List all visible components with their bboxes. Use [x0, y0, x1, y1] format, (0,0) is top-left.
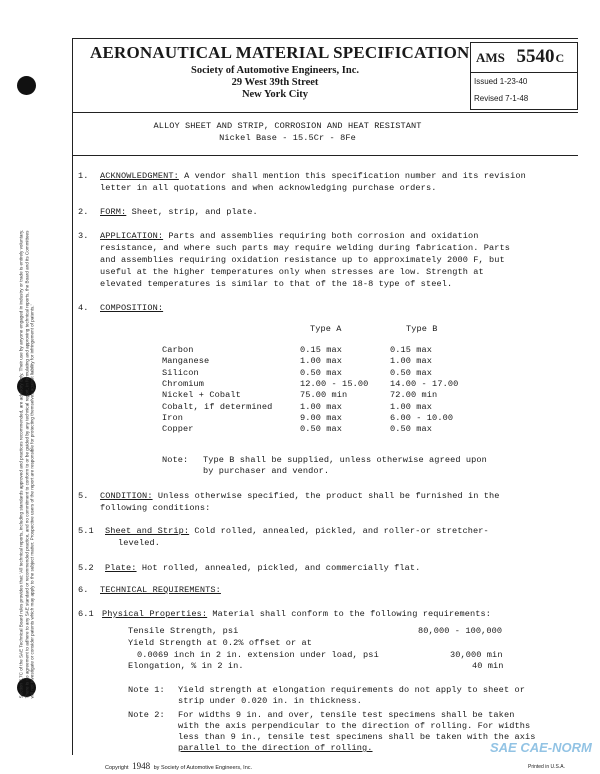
composition-note-label: Note: — [162, 455, 189, 465]
frame-left-line — [72, 38, 73, 755]
footer-year: 1948 — [132, 761, 151, 771]
ams-box-divider — [470, 72, 578, 73]
issued-date: Issued 1-23-40 — [474, 77, 528, 86]
yield-label-1: Yield Strength at 0.2% offset or at — [128, 638, 312, 648]
composition-type-a-value: 75.00 min — [300, 390, 348, 400]
frame-top-line — [72, 38, 578, 39]
footer-copyright — [105, 761, 252, 771]
binder-hole-top — [17, 76, 36, 95]
composition-type-a-value: 1.00 max — [300, 402, 343, 412]
composition-type-b-value: 14.00 - 17.00 — [390, 379, 459, 389]
composition-col-b-header: Type B — [406, 324, 438, 334]
footer-printed: Printed in U.S.A. — [528, 764, 565, 770]
subject-line-2: Nickel Base - 15.5Cr - 8Fe — [219, 133, 356, 143]
composition-element: Copper — [162, 424, 194, 434]
property-note-1-text-1: Yield strength at elongation requirements do not apply to sheet or — [178, 685, 525, 695]
org-name: Society of Automotive Engineers, Inc. — [191, 65, 359, 76]
composition-type-b-value: 0.50 max — [390, 368, 433, 378]
composition-type-a-value: 1.00 max — [300, 356, 343, 366]
section-5-body — [100, 491, 500, 501]
revised-date: Revised 7-1-48 — [474, 94, 529, 103]
section-5-2-number: 5.2 — [78, 563, 94, 573]
composition-type-b-value: 1.00 max — [390, 402, 433, 412]
subject-divider — [72, 155, 578, 156]
section-2-text: Sheet, strip, and plate. — [131, 207, 258, 217]
section-3-text-4: useful at the higher temperatures only when stresses are low. Strength at — [100, 267, 484, 277]
section-1-number: 1. — [78, 171, 89, 181]
ams-prefix: AMS — [476, 50, 505, 65]
elongation-label: Elongation, % in 2 in. — [128, 661, 244, 671]
ams-revision: C — [555, 51, 565, 65]
section-2-number: 2. — [78, 207, 89, 217]
section-3-text-3: and assemblies requiring oxidation resistance up to approximately 2000 F, but — [100, 255, 505, 265]
composition-type-b-value: 6.00 - 10.00 — [390, 413, 454, 423]
property-note-2-text-2: with the axis perpendicular to the direction of rolling. For widths — [178, 721, 531, 731]
tensile-label: Tensile Strength, psi — [128, 626, 239, 636]
section-5-1-text-1: Cold rolled, annealed, pickled, and roller-or stretcher- — [194, 526, 489, 536]
section-3-text-2: resistance, and where such parts may require welding during fabrication. Parts — [100, 243, 511, 253]
composition-note-text-1: Type B shall be supplied, unless otherwise agreed upon — [203, 455, 487, 465]
property-note-2-label: Note 2: — [128, 710, 165, 720]
section-5-2-heading: Plate: — [105, 563, 137, 573]
composition-type-b-value: 1.00 max — [390, 356, 433, 366]
section-2-body — [100, 207, 258, 217]
property-note-2-text-1: For widths 9 in. and over, tensile test specimens shall be taken — [178, 710, 515, 720]
subject-line-1: ALLOY SHEET AND STRIP, CORROSION AND HEAT RESISTANT — [153, 121, 422, 131]
composition-type-a-value: 0.50 max — [300, 424, 343, 434]
section-5-1-body — [105, 526, 489, 536]
section-1-text-1: A vendor shall mention this specification number and its revision — [184, 171, 526, 181]
section-4-heading: COMPOSITION: — [100, 303, 164, 313]
section-5-1-number: 5.1 — [78, 526, 94, 536]
section-5-text-1: Unless otherwise specified, the product shall be furnished in the — [157, 491, 500, 501]
composition-type-b-value: 72.00 min — [390, 390, 438, 400]
composition-element: Manganese — [162, 356, 210, 366]
section-3-heading: APPLICATION: — [100, 231, 164, 241]
property-note-2-text-4: parallel to the direction of rolling. — [178, 743, 373, 753]
footer-copyright-word: Copyright — [105, 765, 129, 771]
section-3-text-5: elevated temperatures is similar to that of the 18-8 type of steel. — [100, 279, 453, 289]
composition-element: Silicon — [162, 368, 199, 378]
header-divider — [72, 112, 578, 113]
composition-type-b-value: 0.50 max — [390, 424, 433, 434]
section-4-number: 4. — [78, 303, 89, 313]
section-5-2-text: Hot rolled, annealed, pickled, and commercially flat. — [141, 563, 421, 573]
yield-label-2: 0.0069 inch in 2 in. extension under load, psi — [137, 650, 379, 660]
sae-watermark-logo: SAE CAE-NORM — [490, 740, 592, 755]
footer-by: by Society of Automotive Engineers, Inc. — [153, 765, 253, 771]
ams-number: 5540 — [516, 46, 555, 67]
section-5-1-heading: Sheet and Strip: — [105, 526, 190, 536]
side-legal-notice: Section 7.7C of the SAE Technical Board rules provides that: 'All technical reports, including standards approved and practices recommended, are advisory only. Their use by anyone engaged in industry or trade is entirely voluntary. There is no agreement to adhere to any SAE standard or recommended practice, and no commitment to conform to or be guided by any technical report. In formulating and approving technical reports, the Board and its Committees will not investigate or consider patents which may apply to the subject matter. Prospective users of the report are responsible for protecting themselves against liability for infringement of patents.' — [18, 229, 35, 699]
property-note-1-label: Note 1: — [128, 685, 165, 695]
composition-element: Chromium — [162, 379, 205, 389]
section-6-number: 6. — [78, 585, 89, 595]
section-6-1-number: 6.1 — [78, 609, 94, 619]
composition-element: Nickel + Cobalt — [162, 390, 241, 400]
section-6-1-text: Material shall conform to the following requirements: — [212, 609, 492, 619]
section-1-heading: ACKNOWLEDGMENT: — [100, 171, 179, 181]
section-5-text-2: following conditions: — [100, 503, 211, 513]
composition-note-text-2: by purchaser and vendor. — [203, 466, 330, 476]
composition-type-a-value: 12.00 - 15.00 — [300, 379, 369, 389]
section-2-heading: FORM: — [100, 207, 127, 217]
property-note-2-text-3: less than 9 in., tensile test specimens shall be taken with the axis — [178, 732, 536, 742]
composition-element: Carbon — [162, 345, 194, 355]
composition-element: Cobalt, if determined — [162, 402, 273, 412]
tensile-value: 80,000 - 100,000 — [418, 626, 503, 636]
composition-type-a-value: 0.15 max — [300, 345, 343, 355]
section-6-heading: TECHNICAL REQUIREMENTS: — [100, 585, 221, 595]
property-note-1-text-2: strip under 0.020 in. in thickness. — [178, 696, 362, 706]
composition-type-a-value: 0.50 max — [300, 368, 343, 378]
section-3-text-1: Parts and assemblies requiring both corrosion and oxidation — [168, 231, 479, 241]
composition-element: Iron — [162, 413, 184, 423]
section-5-heading: CONDITION: — [100, 491, 153, 501]
section-3-body — [100, 231, 479, 241]
elongation-value: 40 min — [472, 661, 504, 671]
section-6-1-body — [102, 609, 491, 619]
section-1-text-2: letter in all quotations and when acknowledging purchase orders. — [100, 183, 437, 193]
org-city: New York City — [241, 89, 309, 100]
section-1-body — [100, 171, 526, 181]
section-3-number: 3. — [78, 231, 89, 241]
section-5-number: 5. — [78, 491, 89, 501]
composition-type-b-value: 0.15 max — [390, 345, 433, 355]
composition-type-a-value: 9.00 max — [300, 413, 343, 423]
section-6-1-heading: Physical Properties: — [102, 609, 208, 619]
org-street: 29 West 39th Street — [231, 77, 319, 88]
ams-number-row — [476, 46, 564, 68]
yield-value: 30,000 min — [450, 650, 503, 660]
section-5-1-text-2: leveled. — [118, 538, 161, 548]
composition-col-a-header: Type A — [310, 324, 342, 334]
section-5-2-body — [105, 563, 420, 573]
spec-title: AERONAUTICAL MATERIAL SPECIFICATION — [90, 43, 470, 62]
